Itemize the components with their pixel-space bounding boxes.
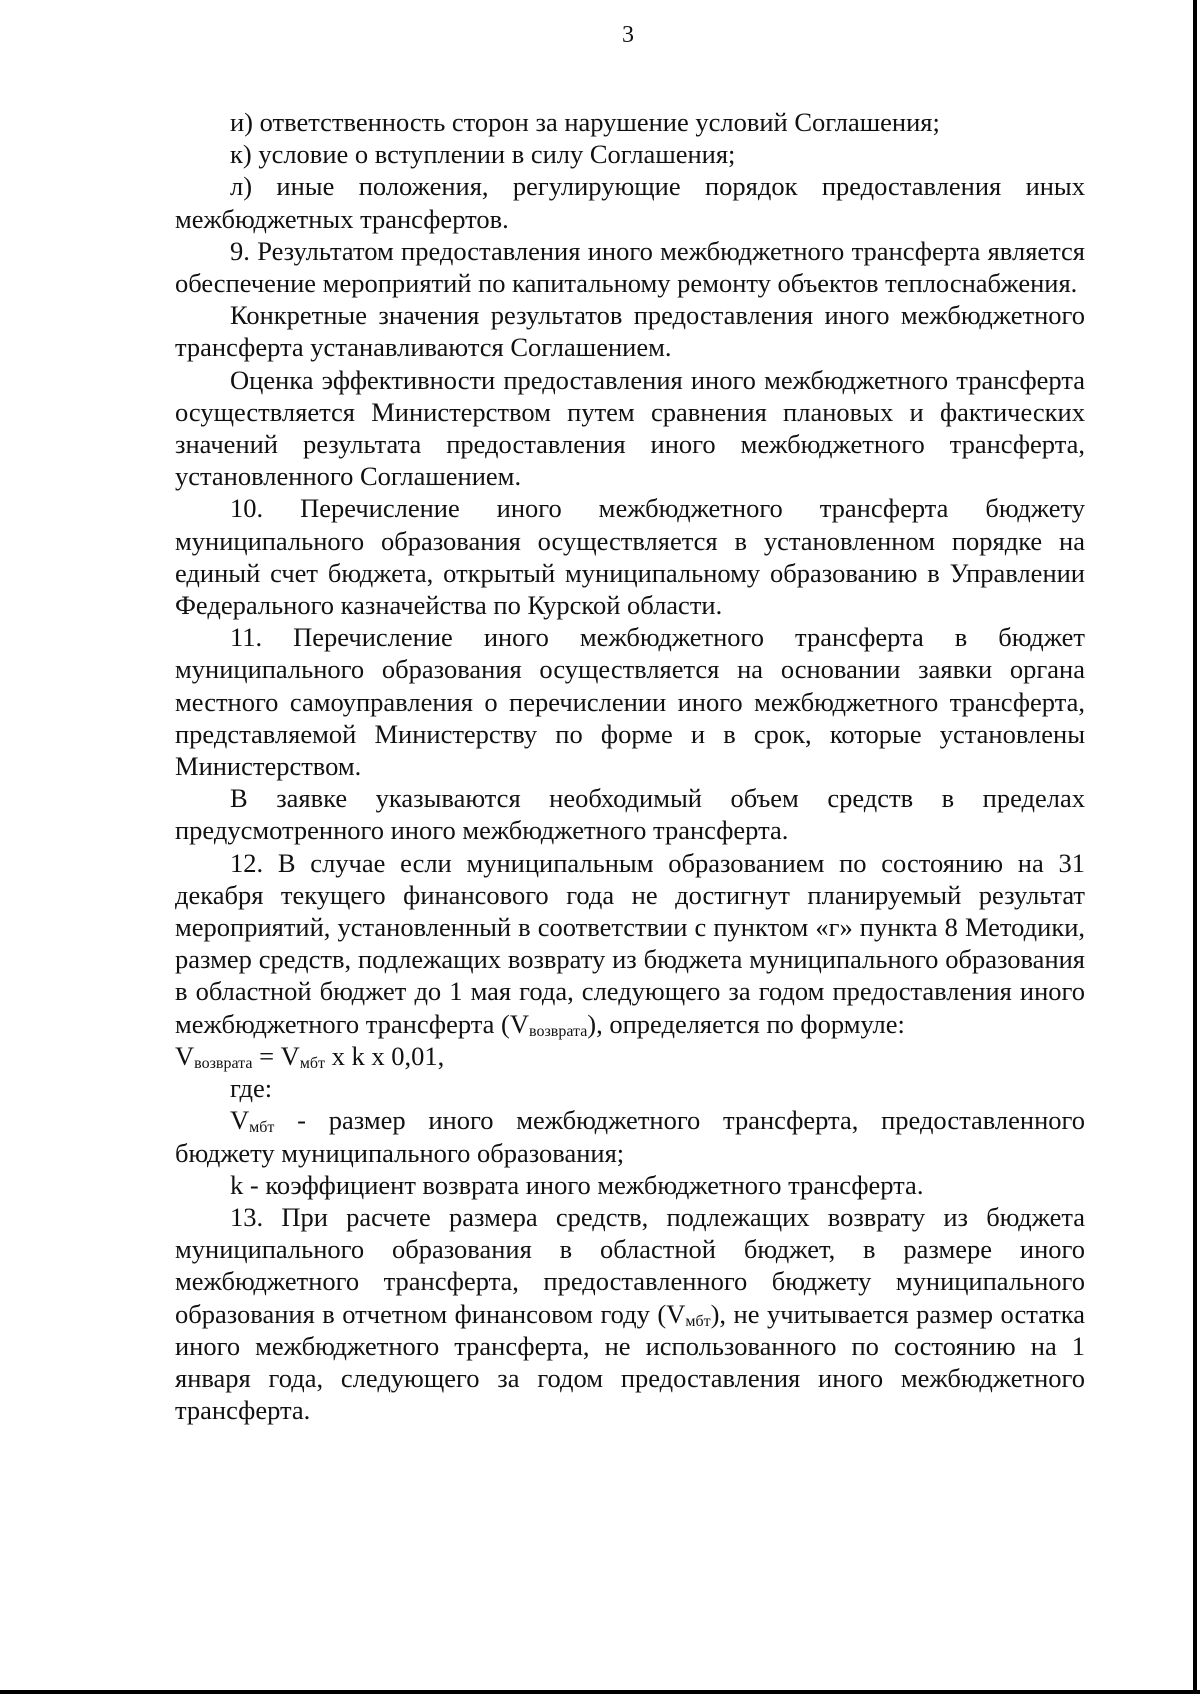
paragraph-text: ), определяется по формуле: bbox=[587, 1008, 905, 1039]
subscript: мбт bbox=[249, 1119, 275, 1137]
subscript: возврата bbox=[194, 1054, 253, 1072]
paragraph bbox=[175, 1104, 1085, 1168]
paragraph: Конкретные значения результатов предоставления иного межбюджетного трансферта устанавливаются Соглашением. bbox=[175, 300, 1085, 363]
scan-edge-right bbox=[1193, 0, 1197, 1694]
page-number: 3 bbox=[622, 22, 634, 48]
paragraph: Оценка эффективности предоставления иного межбюджетного трансферта осуществляется Министерством путем сравнения плановых и фактических значений результата предоставления иного межбюджетного трансферта, установленного Соглашением. bbox=[175, 364, 1085, 492]
paragraph: к) условие о вступлении в силу Соглашения; bbox=[230, 139, 736, 170]
paragraph: 9. Результатом предоставления иного межбюджетного трансферта является обеспечение мероприятий по капитальному ремонту объектов теплоснабжения. bbox=[175, 235, 1085, 299]
subscript: мбт bbox=[685, 1312, 711, 1330]
paragraph-text: 13. При расчете размера средств, подлежащих возврату из бюджета муниципального образования в областной бюджет, в размере иного межбюджетного трансферта, предоставленного бюджету муниципального образования в отчетном финансовом году (V bbox=[175, 1201, 1085, 1329]
subscript: мбт bbox=[299, 1054, 326, 1072]
document-body bbox=[175, 106, 1085, 1426]
subscript: возврата bbox=[529, 1022, 588, 1040]
formula-text: x k x 0,01, bbox=[325, 1040, 445, 1071]
paragraph-text: - размер иного межбюджетного трансферта, предоставленного бюджету муниципального образования; bbox=[175, 1105, 1085, 1168]
formula-variable: V bbox=[230, 1105, 250, 1136]
paragraph: и) ответственность сторон за нарушение условий Соглашения; bbox=[230, 107, 940, 137]
formula-text: = V bbox=[252, 1040, 300, 1071]
paragraph: k - коэффициент возврата иного межбюджетного трансферта. bbox=[230, 1169, 924, 1200]
paragraph: В заявке указываются необходимый объем средств в пределах предусмотренного иного межбюджетного трансферта. bbox=[175, 783, 1085, 846]
formula bbox=[175, 1040, 1085, 1072]
paragraph: где: bbox=[230, 1073, 273, 1104]
paragraph-text: ), не учитывается размер остатка иного межбюджетного трансферта, не использованного по состоянию на 1 января года, следующего за годом предоставления иного межбюджетного трансферта. bbox=[175, 1298, 1086, 1426]
paragraph: л) иные положения, регулирующие порядок предоставления иных межбюджетных трансфертов. bbox=[175, 171, 1085, 234]
paragraph: 11. Перечисление иного межбюджетного трансферта в бюджет муниципального образования осуществляется на основании заявки органа местного самоуправления о перечислении иного межбюджетного трансферта, представляемой Министерству по форме и в срок, которые установлены Министерством. bbox=[175, 622, 1085, 782]
paragraph bbox=[175, 847, 1085, 1040]
scan-edge-bottom bbox=[0, 1690, 1200, 1694]
paragraph bbox=[175, 1201, 1085, 1426]
formula-variable: V bbox=[175, 1040, 195, 1071]
paragraph: 10. Перечисление иного межбюджетного трансферта бюджету муниципального образования осуществляется в установленном порядке на единый счет бюджета, открытый муниципальному образованию в Управлении Федерального казначейства по Курской области. bbox=[175, 493, 1085, 621]
paragraph-text: 12. В случае если муниципальным образованием по состоянию на 31 декабря текущего финансового года не достигнут планируемый результат мероприятий, установленный в соответствии с пунктом «г» пункта 8 Методики, размер средств, подлежащих возврату из бюджета муниципального образования в областной бюджет до 1 мая года, следующего за годом предоставления иного межбюджетного трансферта (V bbox=[175, 847, 1085, 1039]
